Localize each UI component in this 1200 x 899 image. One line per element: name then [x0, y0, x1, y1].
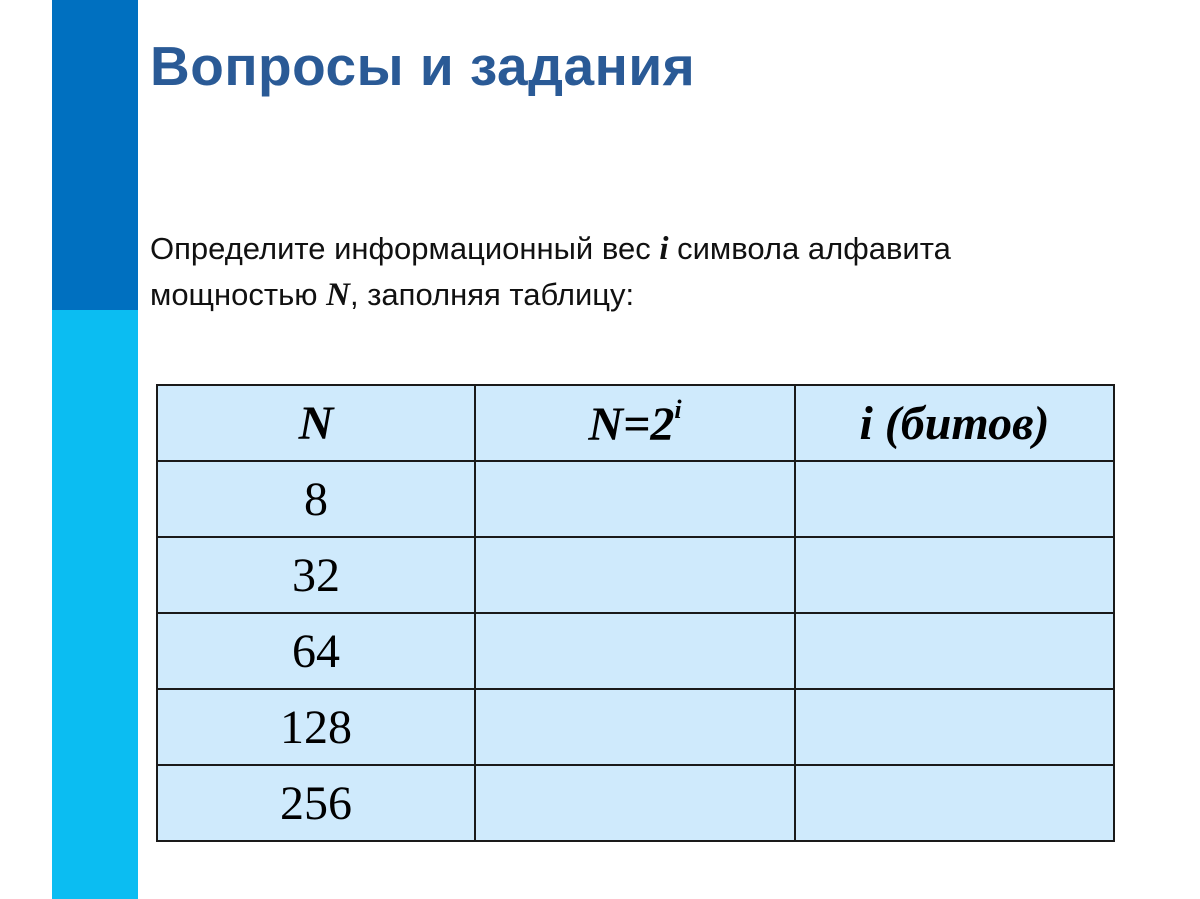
cell-bits[interactable]	[795, 537, 1114, 613]
header-n: N	[157, 385, 475, 461]
header-formula	[475, 385, 795, 461]
slide-title: Вопросы и задания	[150, 35, 696, 97]
header-formula-base: N=2	[588, 397, 675, 451]
variable-n: N	[326, 277, 350, 313]
bits-table	[156, 384, 1115, 842]
header-bits: i (битов)	[795, 385, 1114, 461]
table-header-row	[157, 385, 1114, 461]
cell-formula[interactable]	[475, 613, 795, 689]
header-formula-exponent: i	[674, 394, 682, 424]
cell-formula[interactable]	[475, 461, 795, 537]
table-row	[157, 765, 1114, 841]
cell-n: 32	[157, 537, 475, 613]
variable-i: i	[659, 231, 669, 267]
cell-bits[interactable]	[795, 461, 1114, 537]
cell-n: 128	[157, 689, 475, 765]
task-text-part3: мощностью	[150, 277, 327, 312]
table-row	[157, 461, 1114, 537]
cell-n: 256	[157, 765, 475, 841]
task-text-part4: , заполняя таблицу:	[349, 277, 635, 312]
cell-formula[interactable]	[475, 765, 795, 841]
cell-bits[interactable]	[795, 613, 1114, 689]
table-row	[157, 613, 1114, 689]
cell-bits[interactable]	[795, 765, 1114, 841]
side-bar-dark	[52, 0, 138, 310]
task-text	[150, 226, 1150, 318]
side-bar-light	[52, 310, 138, 899]
cell-bits[interactable]	[795, 689, 1114, 765]
table-row	[157, 689, 1114, 765]
task-text-part2: символа алфавита	[668, 231, 951, 266]
cell-n: 64	[157, 613, 475, 689]
cell-formula[interactable]	[475, 689, 795, 765]
cell-n: 8	[157, 461, 475, 537]
task-text-part1: Определите информационный вес	[150, 231, 660, 266]
cell-formula[interactable]	[475, 537, 795, 613]
table-row	[157, 537, 1114, 613]
